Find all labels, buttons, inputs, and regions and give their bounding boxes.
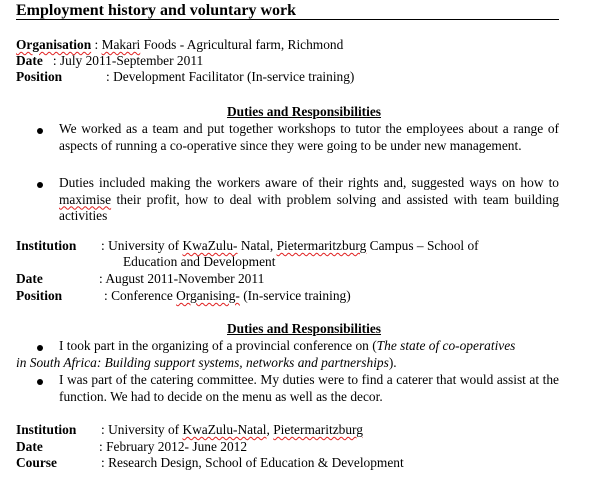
field-course-value: [101, 455, 404, 471]
field-value-spell: Organising-: [176, 288, 240, 303]
bullet-icon: [37, 128, 43, 134]
field-value: July 2011-September 2011: [59, 53, 204, 68]
field-value-spell: Pietermaritzburg: [276, 238, 367, 253]
duty-item: [59, 338, 515, 354]
field-value-spell: Pietermaritzburg: [273, 422, 363, 437]
field-sep: :: [101, 422, 109, 437]
duties-heading: Duties and Responsibilities: [226, 321, 382, 336]
field-value: (In-service training): [239, 288, 351, 303]
section-title: Employment history and voluntary work: [16, 2, 297, 19]
field-value: Campus – School of: [366, 238, 479, 253]
field-value-spell: Makari: [101, 37, 141, 52]
field-sep: :: [99, 439, 107, 454]
field-value: University of: [108, 422, 183, 437]
duty-item: I was part of the catering committee. My duties were to find a caterer that would assist at the function. We had to decide on the menu as well as the decor.: [59, 372, 559, 404]
field-sep: :: [99, 271, 106, 286]
duty-text: ).: [388, 355, 397, 370]
duty-text: Duties included making the workers aware of their rights and, suggested ways on how to: [59, 175, 559, 190]
duty-item-continued: [16, 355, 397, 371]
field-sep: :: [104, 288, 112, 303]
field-label: Position: [16, 288, 63, 303]
field-label: Course: [16, 455, 57, 470]
field-value-spell: KwaZulu-Natal: [182, 422, 267, 437]
field-position: [16, 69, 62, 85]
field-value: University of: [108, 238, 183, 253]
field-value: August 2011-November 2011: [105, 271, 265, 286]
field-value-spell: KwaZulu-: [182, 238, 238, 253]
field-value: Research Design, School of Education & Development: [108, 455, 404, 470]
field-date-value: [99, 439, 247, 455]
duty-text-italic: in South Africa: Building support systems, networks and partnerships: [16, 355, 389, 370]
duty-text: their profit, how to deal with problem solving and assisted with team building activities: [59, 191, 559, 223]
field-sep: :: [101, 455, 109, 470]
field-position-value: [106, 69, 354, 85]
field-date: [16, 271, 43, 287]
field-institution: [16, 238, 76, 254]
field-institution-value: [101, 422, 363, 438]
field-position-value: [104, 288, 351, 304]
field-label: Date: [16, 271, 43, 286]
field-value: Conference: [111, 288, 177, 303]
duty-item: [59, 175, 559, 225]
field-value: Foods - Agricultural farm, Richmond: [140, 37, 344, 52]
field-date: [16, 53, 203, 69]
field-sep: :: [101, 238, 109, 253]
bullet-icon: [37, 182, 43, 188]
duty-text: I took part in the organizing of a provincial conference on (: [59, 338, 377, 353]
field-institution-value-line2: Education and Development: [123, 254, 276, 269]
field-course: [16, 455, 57, 471]
field-value: Development Facilitator (In-service training): [113, 69, 355, 84]
duty-item: We worked as a team and put together workshops to tutor the employees about a range of aspects of running a co-operative since they were going to be under new management.: [59, 121, 559, 153]
field-sep: :: [106, 69, 114, 84]
title-rule: [16, 19, 559, 20]
duty-text-spell: maximise: [59, 191, 112, 207]
field-institution-value: [101, 238, 479, 254]
field-label: Institution: [16, 422, 77, 437]
bullet-icon: [37, 379, 43, 385]
duties-heading: Duties and Responsibilities: [226, 104, 382, 119]
bullet-icon: [37, 345, 43, 351]
field-sep: :: [91, 37, 102, 52]
field-organisation: [16, 37, 343, 53]
field-value: ,: [266, 422, 274, 437]
field-label: Position: [16, 69, 63, 84]
field-date-value: [99, 271, 264, 287]
field-value: Natal,: [237, 238, 277, 253]
field-position: [16, 288, 62, 304]
field-value: February 2012- June 2012: [106, 439, 248, 454]
field-date: [16, 439, 43, 455]
field-institution: [16, 422, 76, 438]
field-label: Date: [16, 53, 43, 68]
field-sep: :: [42, 53, 60, 68]
field-label: Institution: [16, 238, 77, 253]
field-label: Organisation: [16, 37, 92, 52]
field-label: Date: [16, 439, 43, 454]
duty-text-italic: The state of co-operatives: [376, 338, 516, 353]
